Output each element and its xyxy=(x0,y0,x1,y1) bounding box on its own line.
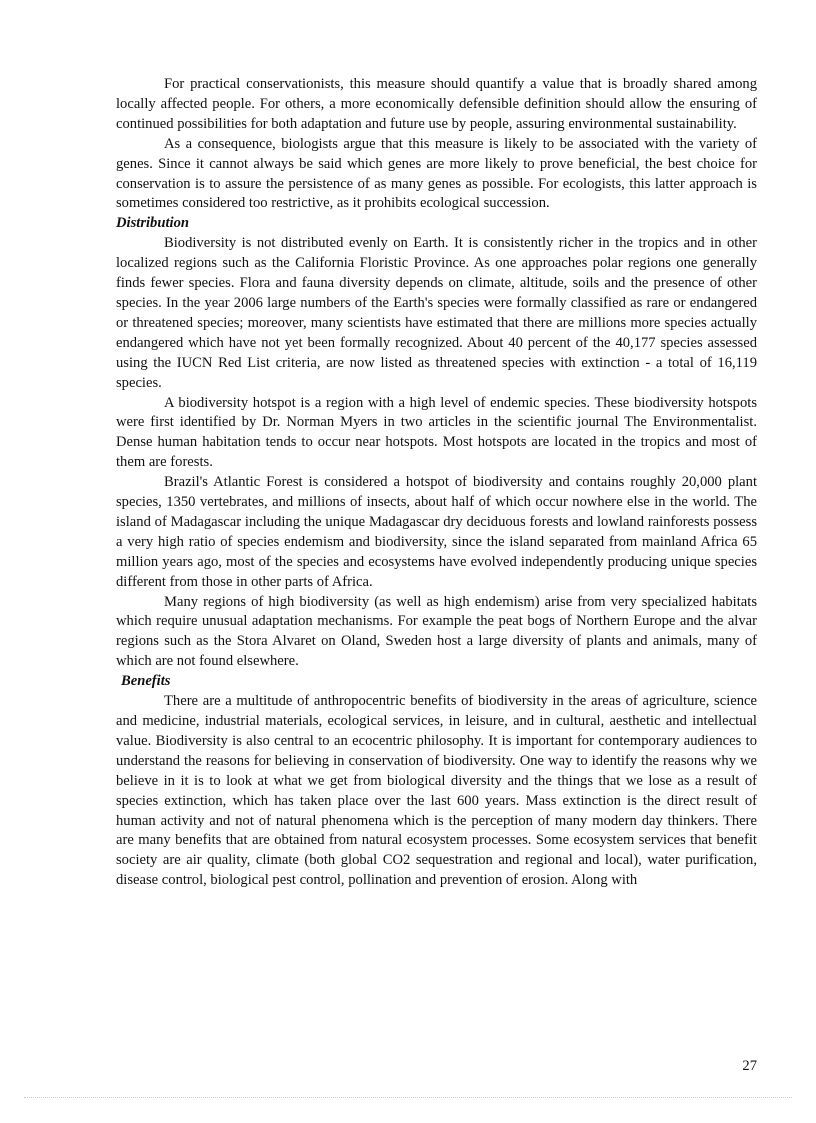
paragraph-distribution-1: Biodiversity is not distributed evenly on Earth. It is consistently richer in the tropics and in other localized regions such as the California Floristic Province. As one approaches polar regions one generally finds fewer species. Flora and fauna diversity depends on climate, altitude, soils and the presence of other species. In the year 2006 large numbers of the Earth's species were formally classified as rare or endangered or threatened species; moreover, many scientists have estimated that there are millions more species actually endangered which have not yet been formally recognized. About 40 percent of the 40,177 species assessed using the IUCN Red List criteria, are now listed as threatened species with extinction - a total of 16,119 species. xyxy=(116,235,757,391)
footer-divider xyxy=(24,1097,792,1098)
document-body xyxy=(116,75,757,891)
paragraph-intro-2: As a consequence, biologists argue that this measure is likely to be associated with the variety of genes. Since it cannot always be said which genes are more likely to prove beneficial, the best choice for conservation is to assure the persistence of as many genes as possible. For ecologists, this latter approach is sometimes considered too restrictive, as it prohibits ecological succession. xyxy=(116,135,757,212)
paragraph-distribution-2: A biodiversity hotspot is a region with a high level of endemic species. These biodiversity hotspots were first identified by Dr. Norman Myers in two articles in the scientific journal The Environmentalist. Dense human habitation tends to occur near hotspots. Most hotspots are located in the tropics and most of them are forests. xyxy=(116,394,757,471)
heading-distribution: Distribution xyxy=(116,215,189,232)
page-number: 27 xyxy=(742,1058,757,1074)
paragraph-intro-1: For practical conservationists, this measure should quantify a value that is broadly shared among locally affected people. For others, a more economically defensible definition should allow the ensuring of continued possibilities for both adaptation and future use by people, assuring environmental sustainability. xyxy=(116,76,757,132)
paragraph-distribution-4: Many regions of high biodiversity (as well as high endemism) arise from very specialized habitats which require unusual adaptation mechanisms. For example the peat bogs of Northern Europe and the alvar regions such as the Stora Alvaret on Oland, Sweden host a large diversity of plants and animals, many of which are not found elsewhere. xyxy=(116,593,757,670)
heading-benefits: Benefits xyxy=(121,673,171,690)
paragraph-benefits-1: There are a multitude of anthropocentric benefits of biodiversity in the areas of agriculture, science and medicine, industrial materials, ecological services, in leisure, and in cultural, aesthetic and intellectual value. Biodiversity is also central to an ecocentric philosophy. It is important for contemporary audiences to understand the reasons for believing in conservation of biodiversity. One way to identify the reasons why we believe in it is to look at what we get from biological diversity and the things that we lose as a result of species extinction, which has taken place over the last 600 years. Mass extinction is the direct result of human activity and not of natural phenomena which is the perception of many modern day thinkers. There are many benefits that are obtained from natural ecosystem processes. Some ecosystem services that benefit society are air quality, climate (both global CO2 sequestration and regional and local), water purification, disease control, biological pest control, pollination and prevention of erosion. Along with xyxy=(116,693,757,889)
paragraph-distribution-3: Brazil's Atlantic Forest is considered a hotspot of biodiversity and contains roughly 20,000 plant species, 1350 vertebrates, and millions of insects, about half of which occur nowhere else in the world. The island of Madagascar including the unique Madagascar dry deciduous forests and lowland rainforests possess a very high ratio of species endemism and biodiversity, since the island separated from mainland Africa 65 million years ago, most of the species and ecosystems have evolved independently producing unique species different from those in other parts of Africa. xyxy=(116,474,757,590)
